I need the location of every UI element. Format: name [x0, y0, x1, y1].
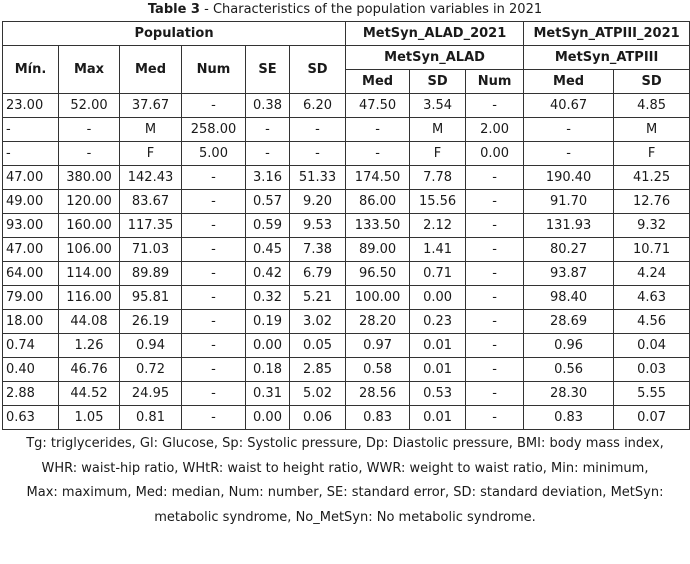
table-cell: 6.20 — [290, 94, 346, 118]
table-cell: 142.43 — [120, 166, 182, 190]
alad-header: MetSyn_ALAD — [346, 46, 524, 70]
table-cell: 1.05 — [59, 406, 120, 430]
table-cell: - — [466, 310, 524, 334]
table-row — [3, 382, 690, 406]
table-row — [3, 166, 690, 190]
table-cell: 47.00 — [3, 166, 59, 190]
table-cell: - — [524, 142, 614, 166]
table-cell: 100.00 — [346, 286, 410, 310]
table-cell: 0.00 — [410, 286, 466, 310]
table-cell: 96.50 — [346, 262, 410, 286]
table-cell: - — [466, 214, 524, 238]
table-cell: 0.40 — [3, 358, 59, 382]
alad-2021-header: MetSyn_ALAD_2021 — [346, 22, 524, 46]
table-cell: 28.69 — [524, 310, 614, 334]
table-cell: 0.94 — [120, 334, 182, 358]
table-cell: M — [614, 118, 690, 142]
table-cell: 0.01 — [410, 358, 466, 382]
table-cell: 190.40 — [524, 166, 614, 190]
table-row — [3, 406, 690, 430]
table-cell: 44.52 — [59, 382, 120, 406]
table-cell: 47.50 — [346, 94, 410, 118]
table-cell: 0.01 — [410, 406, 466, 430]
table-cell: - — [59, 118, 120, 142]
table-cell: - — [246, 118, 290, 142]
table-cell: 28.20 — [346, 310, 410, 334]
table-cell: 0.63 — [3, 406, 59, 430]
table-cell: 0.58 — [346, 358, 410, 382]
table-cell: 6.79 — [290, 262, 346, 286]
table-cell: 0.74 — [3, 334, 59, 358]
table-cell: 47.00 — [3, 238, 59, 262]
table-cell: 114.00 — [59, 262, 120, 286]
table-row — [3, 262, 690, 286]
table-cell: - — [346, 142, 410, 166]
table-caption — [0, 0, 690, 21]
table-cell: 2.85 — [290, 358, 346, 382]
table-row — [3, 142, 690, 166]
table-cell: 3.54 — [410, 94, 466, 118]
table-cell: 1.41 — [410, 238, 466, 262]
table-row — [3, 214, 690, 238]
alad-med-header: Med — [346, 70, 410, 94]
table-cell: 0.31 — [246, 382, 290, 406]
table-cell: 1.26 — [59, 334, 120, 358]
population-table — [2, 21, 690, 430]
table-cell: 0.00 — [246, 406, 290, 430]
table-cell: 86.00 — [346, 190, 410, 214]
table-cell: 89.89 — [120, 262, 182, 286]
table-cell: 0.97 — [346, 334, 410, 358]
table-cell: 0.00 — [466, 142, 524, 166]
table-row — [3, 310, 690, 334]
table-row — [3, 358, 690, 382]
table-cell: 4.85 — [614, 94, 690, 118]
table-cell: 93.87 — [524, 262, 614, 286]
table-cell: - — [182, 406, 246, 430]
table-cell: 0.23 — [410, 310, 466, 334]
table-cell: - — [466, 406, 524, 430]
table-cell: 380.00 — [59, 166, 120, 190]
col-med-header: Med — [120, 46, 182, 94]
alad-sd-header: SD — [410, 70, 466, 94]
table-cell: 117.35 — [120, 214, 182, 238]
table-cell: 4.24 — [614, 262, 690, 286]
table-cell: - — [466, 358, 524, 382]
table-cell: - — [182, 310, 246, 334]
table-cell: 93.00 — [3, 214, 59, 238]
table-cell: - — [182, 94, 246, 118]
table-cell: 0.07 — [614, 406, 690, 430]
table-cell: 0.18 — [246, 358, 290, 382]
table-cell: 7.78 — [410, 166, 466, 190]
table-cell: 0.72 — [120, 358, 182, 382]
table-cell: 174.50 — [346, 166, 410, 190]
atpiii-2021-header: MetSyn_ATPIII_2021 — [524, 22, 690, 46]
table-cell: - — [524, 118, 614, 142]
table-cell: - — [466, 262, 524, 286]
table-cell: - — [182, 238, 246, 262]
table-cell: 0.19 — [246, 310, 290, 334]
table-cell: 0.01 — [410, 334, 466, 358]
table-cell: 46.76 — [59, 358, 120, 382]
table-cell: - — [290, 118, 346, 142]
table-cell: 0.45 — [246, 238, 290, 262]
table-cell: 0.05 — [290, 334, 346, 358]
table-row — [3, 286, 690, 310]
table-row — [3, 238, 690, 262]
table-cell: 0.59 — [246, 214, 290, 238]
table-cell: 0.56 — [524, 358, 614, 382]
table-cell: 95.81 — [120, 286, 182, 310]
table-cell: 131.93 — [524, 214, 614, 238]
table-cell: 133.50 — [346, 214, 410, 238]
table-cell: 51.33 — [290, 166, 346, 190]
table-cell: - — [182, 166, 246, 190]
table-cell: 0.71 — [410, 262, 466, 286]
table-row — [3, 94, 690, 118]
table-cell: - — [182, 358, 246, 382]
table-cell: 5.02 — [290, 382, 346, 406]
table-cell: 0.00 — [246, 334, 290, 358]
table-cell: 7.38 — [290, 238, 346, 262]
table-cell: - — [466, 238, 524, 262]
table-cell: - — [466, 166, 524, 190]
table-body — [3, 94, 690, 430]
table-cell: 80.27 — [524, 238, 614, 262]
table-label: Table 3 — [147, 2, 200, 17]
atpiii-header: MetSyn_ATPIII — [524, 46, 690, 70]
table-cell: 0.38 — [246, 94, 290, 118]
atpiii-sd-header: SD — [614, 70, 690, 94]
table-cell: 3.16 — [246, 166, 290, 190]
table-cell: 28.56 — [346, 382, 410, 406]
table-cell: 89.00 — [346, 238, 410, 262]
table-cell: - — [3, 118, 59, 142]
table-cell: 40.67 — [524, 94, 614, 118]
table-cell: 9.32 — [614, 214, 690, 238]
table-cell: - — [182, 214, 246, 238]
table-cell: 15.56 — [410, 190, 466, 214]
table-cell: - — [182, 382, 246, 406]
table-footnote: Tg: triglycerides, Gl: Glucose, Sp: Systolic pressure, Dp: Diastolic pressure, BMI: body mass index, WHR: waist-hip ratio, WHtR: waist to height ratio, WWR: weight to waist ratio, Min: minimum, Max: maximum, Med: median, Num: number, SE: standard error, SD: standard deviation, MetSyn: metabolic syndrome, No_MetSyn: No metabolic syndrome. — [26, 436, 664, 525]
alad-num-header: Num — [466, 70, 524, 94]
col-min-header: Mín. — [3, 46, 59, 94]
table-cell: 71.03 — [120, 238, 182, 262]
table-cell: 64.00 — [3, 262, 59, 286]
table-cell: 160.00 — [59, 214, 120, 238]
table-cell: F — [120, 142, 182, 166]
table-cell: 0.06 — [290, 406, 346, 430]
col-sd-header: SD — [290, 46, 346, 94]
table-cell: 9.20 — [290, 190, 346, 214]
table-cell: - — [3, 142, 59, 166]
table-row — [3, 334, 690, 358]
table-row — [3, 190, 690, 214]
table-cell: 0.04 — [614, 334, 690, 358]
table-cell: 98.40 — [524, 286, 614, 310]
table-cell: 120.00 — [59, 190, 120, 214]
table-cell: F — [614, 142, 690, 166]
table-cell: 52.00 — [59, 94, 120, 118]
header-row-1 — [3, 22, 690, 46]
table-cell: - — [182, 190, 246, 214]
table-row — [3, 118, 690, 142]
table-cell: F — [410, 142, 466, 166]
table-cell: 9.53 — [290, 214, 346, 238]
col-se-header: SE — [246, 46, 290, 94]
table-cell: 4.63 — [614, 286, 690, 310]
table-cell: - — [182, 262, 246, 286]
table-cell: 5.00 — [182, 142, 246, 166]
table-cell: 44.08 — [59, 310, 120, 334]
table-cell: 79.00 — [3, 286, 59, 310]
table-cell: 116.00 — [59, 286, 120, 310]
header-row-2 — [3, 46, 690, 70]
table-cell: - — [466, 94, 524, 118]
table-cell: 106.00 — [59, 238, 120, 262]
table-cell: 0.81 — [120, 406, 182, 430]
table-cell: 0.83 — [346, 406, 410, 430]
table-cell: - — [182, 286, 246, 310]
table-cell: 5.55 — [614, 382, 690, 406]
table-cell: 4.56 — [614, 310, 690, 334]
table-cell: - — [246, 142, 290, 166]
table-cell: 2.12 — [410, 214, 466, 238]
population-header: Population — [3, 22, 346, 46]
table-cell: 258.00 — [182, 118, 246, 142]
table-cell: 10.71 — [614, 238, 690, 262]
table-cell: 83.67 — [120, 190, 182, 214]
table-cell: 28.30 — [524, 382, 614, 406]
table-cell: 26.19 — [120, 310, 182, 334]
table-cell: - — [466, 190, 524, 214]
table-cell: M — [410, 118, 466, 142]
atpiii-med-header: Med — [524, 70, 614, 94]
table-cell: 18.00 — [3, 310, 59, 334]
table-cell: - — [182, 334, 246, 358]
table-cell: - — [466, 382, 524, 406]
table-cell: - — [466, 334, 524, 358]
table-cell: 3.02 — [290, 310, 346, 334]
table-cell: 0.53 — [410, 382, 466, 406]
table-cell: - — [346, 118, 410, 142]
table-cell: 0.96 — [524, 334, 614, 358]
table-cell: 23.00 — [3, 94, 59, 118]
table-cell: 49.00 — [3, 190, 59, 214]
col-max-header: Max — [59, 46, 120, 94]
table-cell: - — [59, 142, 120, 166]
table-cell: 24.95 — [120, 382, 182, 406]
table-cell: 41.25 — [614, 166, 690, 190]
table-cell: 37.67 — [120, 94, 182, 118]
table-title: - Characteristics of the population variables in 2021 — [199, 2, 543, 17]
table-cell: 0.57 — [246, 190, 290, 214]
table-cell: 5.21 — [290, 286, 346, 310]
table-cell: 2.88 — [3, 382, 59, 406]
table-cell: 0.42 — [246, 262, 290, 286]
table-cell: - — [466, 286, 524, 310]
table-cell: M — [120, 118, 182, 142]
table-cell: 0.32 — [246, 286, 290, 310]
table-cell: 0.03 — [614, 358, 690, 382]
table-cell: 91.70 — [524, 190, 614, 214]
table-cell: 0.83 — [524, 406, 614, 430]
table-cell: 12.76 — [614, 190, 690, 214]
col-num-header: Num — [182, 46, 246, 94]
table-cell: - — [290, 142, 346, 166]
table-cell: 2.00 — [466, 118, 524, 142]
